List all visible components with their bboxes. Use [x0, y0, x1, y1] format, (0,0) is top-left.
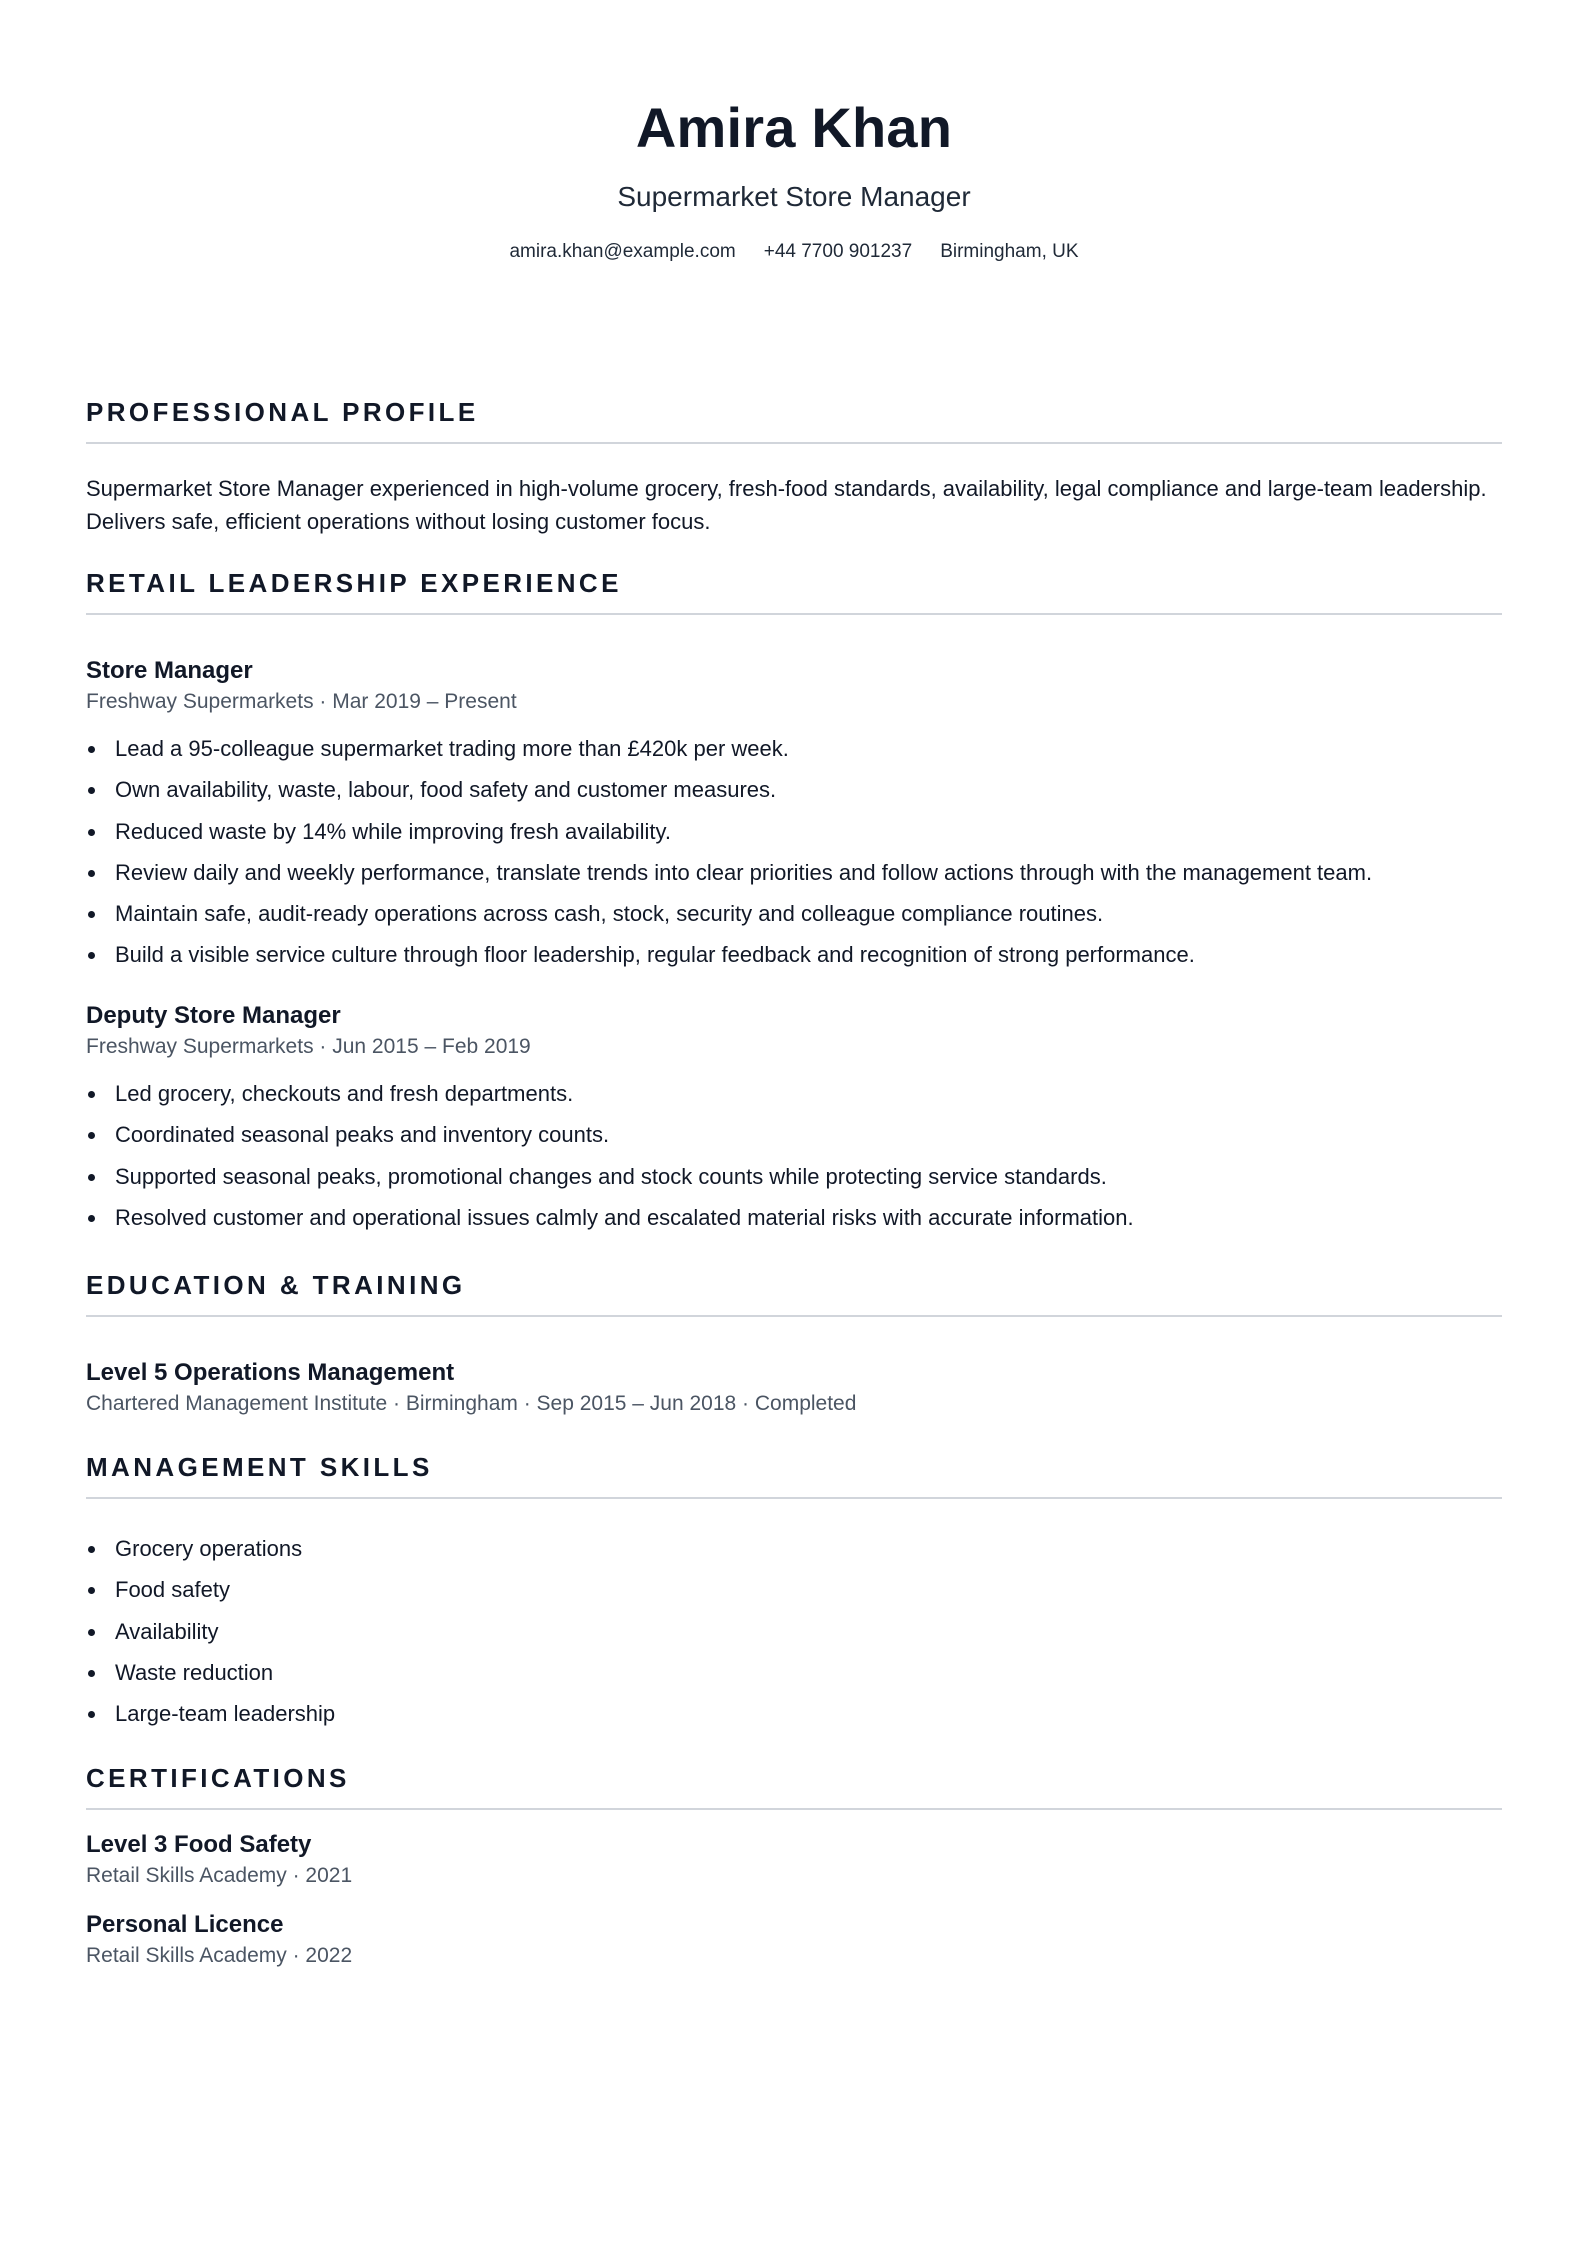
section-title-experience: RETAIL LEADERSHIP EXPERIENCE — [86, 568, 622, 598]
certification-meta: Retail Skills Academy · 2021 — [86, 1864, 353, 1887]
role-store-manager — [86, 656, 1502, 982]
contact-email[interactable]: amira.khan@example.com — [509, 241, 736, 262]
contact-line — [86, 240, 1502, 264]
section-title-skills: MANAGEMENT SKILLS — [86, 1452, 433, 1482]
section-profile — [86, 396, 1502, 538]
section-title-profile: PROFESSIONAL PROFILE — [86, 397, 479, 427]
list-item: Coordinated seasonal peaks and inventory counts. — [86, 1120, 1502, 1149]
section-divider — [86, 1808, 1502, 1810]
skills-list-wrap — [86, 1516, 1502, 1740]
list-item: Availability — [86, 1617, 1502, 1646]
education-title: Level 5 Operations Management — [86, 1359, 455, 1386]
list-item: Reduced waste by 14% while improving fresh availability. — [86, 817, 1502, 846]
section-certifications — [86, 1762, 1502, 1810]
list-item: Review daily and weekly performance, translate trends into clear priorities and follow actions through with the management team. — [86, 858, 1502, 887]
education-meta: Chartered Management Institute · Birmingham · Sep 2015 – Jun 2018 · Completed — [86, 1392, 857, 1415]
role-bullets — [86, 734, 1502, 969]
section-title-education: EDUCATION & TRAINING — [86, 1270, 466, 1300]
section-divider — [86, 1497, 1502, 1499]
contact-phone[interactable]: +44 7700 901237 — [763, 241, 913, 262]
resume-header — [86, 0, 1502, 264]
section-divider — [86, 613, 1502, 615]
profile-summary: Supermarket Store Manager experienced in high-volume grocery, fresh-food standards, availability, legal compliance and large-team leadership. Delivers safe, efficient operations without losing customer focus. — [86, 476, 1487, 534]
list-item: Led grocery, checkouts and fresh departments. — [86, 1079, 1502, 1108]
list-item: Supported seasonal peaks, promotional changes and stock counts while protecting service standards. — [86, 1162, 1502, 1191]
candidate-headline: Supermarket Store Manager — [617, 181, 971, 212]
section-skills — [86, 1451, 1502, 1499]
certification-item — [86, 1910, 1502, 1970]
role-title: Store Manager — [86, 657, 253, 684]
list-item: Food safety — [86, 1575, 1502, 1604]
certification-item — [86, 1830, 1502, 1890]
candidate-name: Amira Khan — [635, 96, 953, 159]
certification-meta: Retail Skills Academy · 2022 — [86, 1944, 353, 1967]
section-education — [86, 1269, 1502, 1317]
section-experience — [86, 567, 1502, 615]
list-item: Waste reduction — [86, 1658, 1502, 1687]
list-item: Maintain safe, audit-ready operations across cash, stock, security and colleague compliance routines. — [86, 899, 1502, 928]
list-item: Resolved customer and operational issues calmly and escalated material risks with accurate information. — [86, 1203, 1502, 1232]
role-bullets — [86, 1079, 1502, 1232]
education-item — [86, 1358, 1502, 1418]
role-title: Deputy Store Manager — [86, 1002, 341, 1029]
certification-title: Level 3 Food Safety — [86, 1831, 312, 1858]
role-meta: Freshway Supermarkets · Jun 2015 – Feb 2019 — [86, 1035, 531, 1058]
list-item: Large-team leadership — [86, 1699, 1502, 1728]
role-meta: Freshway Supermarkets · Mar 2019 – Present — [86, 690, 517, 713]
list-item: Build a visible service culture through floor leadership, regular feedback and recognition of strong performance. — [86, 940, 1502, 969]
role-deputy-store-manager — [86, 1001, 1502, 1244]
skills-list — [86, 1534, 1502, 1728]
list-item: Own availability, waste, labour, food safety and customer measures. — [86, 775, 1502, 804]
contact-location: Birmingham, UK — [940, 241, 1079, 262]
section-divider — [86, 442, 1502, 444]
list-item: Grocery operations — [86, 1534, 1502, 1563]
list-item: Lead a 95-colleague supermarket trading more than £420k per week. — [86, 734, 1502, 763]
section-title-certifications: CERTIFICATIONS — [86, 1763, 350, 1793]
section-divider — [86, 1315, 1502, 1317]
certification-title: Personal Licence — [86, 1911, 284, 1938]
